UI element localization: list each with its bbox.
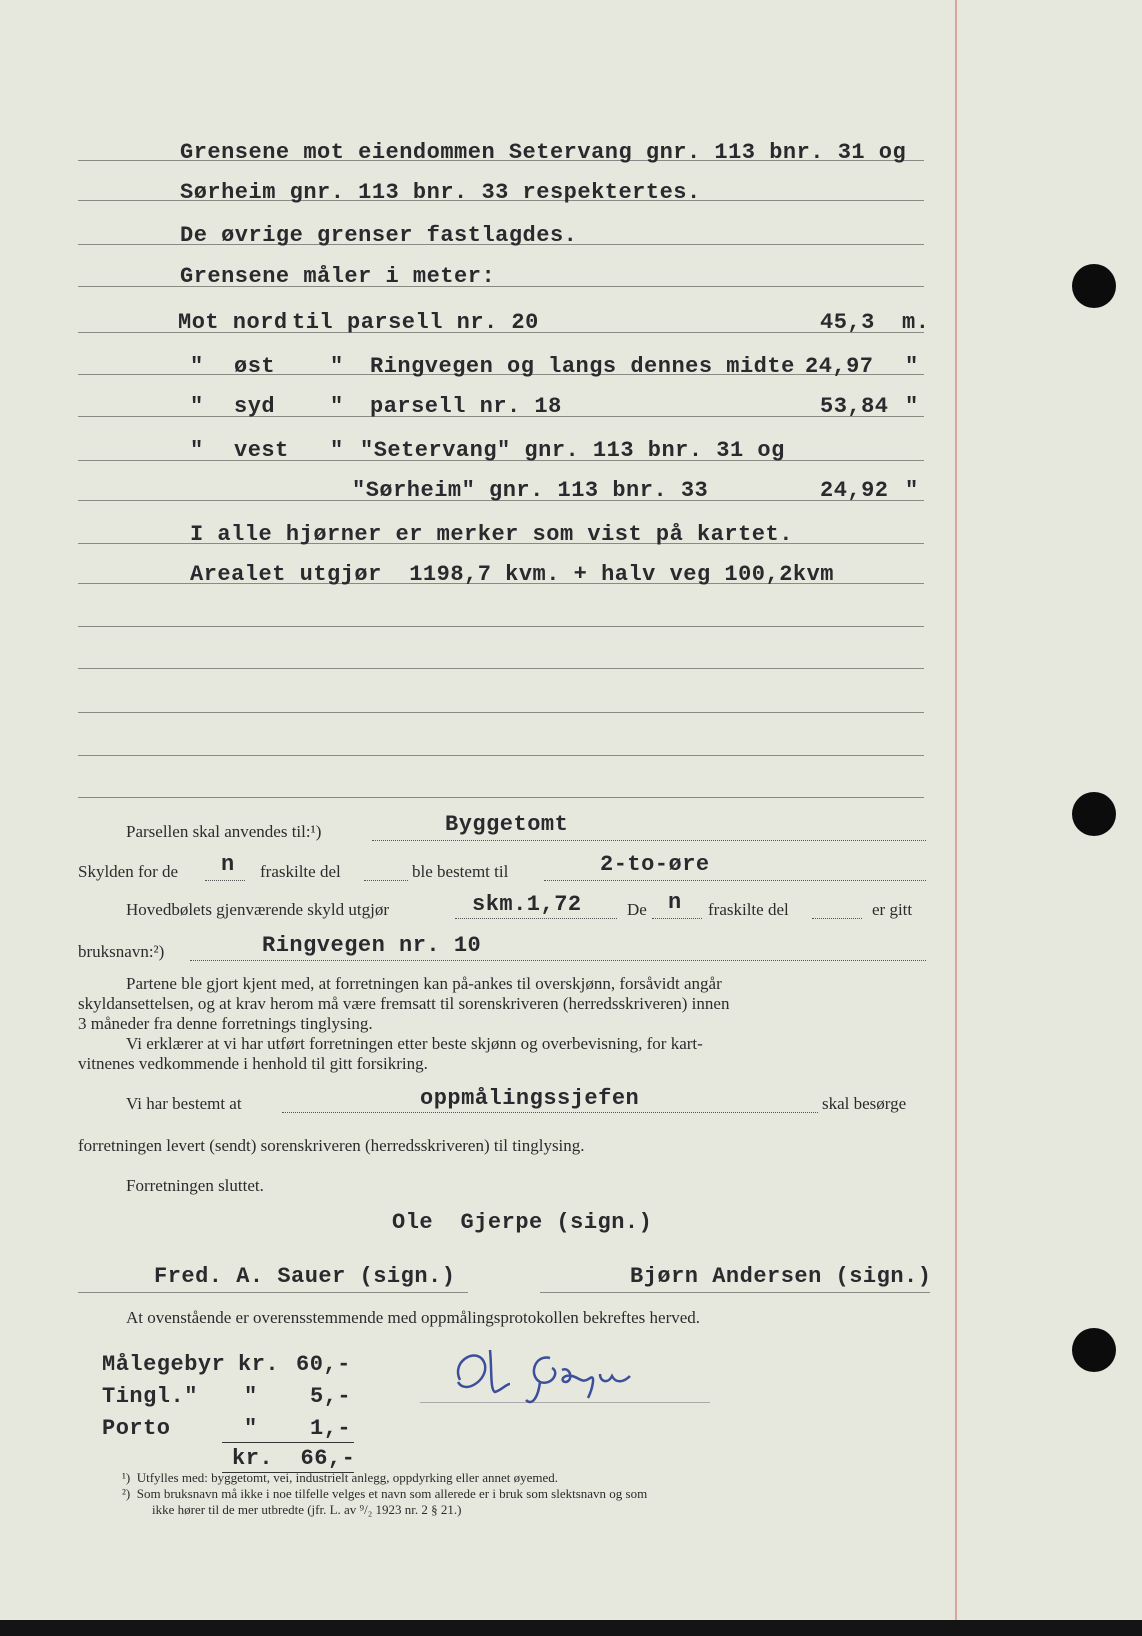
sum-line <box>222 1442 354 1443</box>
tax-label: Skylden for de <box>78 862 179 881</box>
measure-value: 24,92 <box>820 478 889 503</box>
dotted-line <box>455 918 617 919</box>
measure-unit: " <box>905 354 919 379</box>
typed-line: Sørheim gnr. 113 bnr. 33 respektertes. <box>180 180 701 205</box>
tax-n: n <box>221 852 235 877</box>
signature-line: Bjørn Andersen (sign.) <box>630 1264 932 1289</box>
corners-line: I alle hjørner er merker som vist på kartet. <box>190 522 793 547</box>
fee-label: Porto <box>102 1416 171 1441</box>
remaining-de: De <box>627 900 647 919</box>
measure-desc: "Setervang" gnr. 113 bnr. 31 og <box>360 438 785 463</box>
measure-value: 45,3 <box>820 310 875 335</box>
paragraph-line: 3 måneder fra denne forretnings tinglysing. <box>78 1014 373 1033</box>
dotted-line <box>544 880 926 881</box>
typed-line: Grensene måler i meter: <box>180 264 496 289</box>
measure-mark: " <box>330 438 344 463</box>
measure-mark: til <box>292 310 334 335</box>
dotted-line <box>812 918 862 919</box>
punch-hole <box>1072 1328 1116 1372</box>
measure-unit: m. <box>902 310 930 335</box>
dotted-line <box>652 918 702 919</box>
fee-label: Tingl." <box>102 1384 198 1409</box>
dotted-line <box>364 880 408 881</box>
measure-prefix: " <box>190 438 204 463</box>
dotted-line <box>282 1112 818 1113</box>
name-value: Ringvegen nr. 10 <box>262 933 482 958</box>
delivery-line: forretningen levert (sendt) sorenskriveren (herredsskriveren) til tinglysing. <box>78 1136 585 1155</box>
usage-value: Byggetomt <box>445 812 569 837</box>
signature-line: Ole Gjerpe (sign.) <box>392 1210 653 1235</box>
ruled-line <box>78 755 924 756</box>
paragraph-line: skyldansettelsen, og at krav herom må være fremsatt til sorenskriveren (herredsskriveren) innen <box>78 994 730 1013</box>
handwritten-signature <box>440 1340 660 1410</box>
fee-currency: kr. <box>238 1352 280 1377</box>
closed-text: Forretningen sluttet. <box>126 1176 264 1195</box>
measure-unit: " <box>905 394 919 419</box>
ruled-line <box>78 626 924 627</box>
delivery-label: Vi har bestemt at <box>126 1094 242 1113</box>
typed-line: Grensene mot eiendommen Setervang gnr. 113 bnr. 31 og <box>180 140 907 165</box>
dotted-line <box>205 880 245 881</box>
tax-label: ble bestemt til <box>412 862 509 881</box>
measure-prefix: " <box>190 394 204 419</box>
remaining-value: skm.1,72 <box>472 892 582 917</box>
fee-amount: 1,- <box>310 1416 352 1441</box>
measure-dir: syd <box>234 394 276 419</box>
measure-desc: "Sørheim" gnr. 113 bnr. 33 <box>352 478 709 503</box>
dotted-line <box>190 960 926 961</box>
measure-desc: parsell nr. 18 <box>370 394 562 419</box>
tax-value: 2-to-øre <box>600 852 710 877</box>
measure-desc: Ringvegen og langs dennes midte <box>370 354 795 379</box>
paragraph-line: vitnenes vedkommende i henhold til gitt forsikring. <box>78 1054 428 1073</box>
confirm-line: At ovenstående er overensstemmende med oppmålingsprotokollen bekreftes herved. <box>126 1308 701 1327</box>
remaining-er-gitt: er gitt <box>872 900 913 919</box>
footnote: ²) Som bruksnavn må ikke i noe tilfelle velges et navn som allerede er i bruk som slektsnavn og som <box>122 1486 648 1501</box>
footnote: ¹) Utfylles med: byggetomt, vei, industrielt anlegg, oppdyrking eller annet øyemed. <box>122 1470 559 1485</box>
measure-mark: " <box>330 354 344 379</box>
area-line: Arealet utgjør 1198,7 kvm. + halv veg 100,2kvm <box>190 562 835 587</box>
fee-amount: 60,- <box>296 1352 351 1377</box>
ruled-line <box>78 712 924 713</box>
measure-dir: vest <box>234 438 289 463</box>
measure-desc: parsell nr. 20 <box>347 310 539 335</box>
fee-amount: 5,- <box>310 1384 352 1409</box>
remaining-fraskilte: fraskilte del <box>708 900 789 919</box>
footnote: ikke hører til de mer utbredte (jfr. L. av ⁹/₂ 1923 nr. 2 § 21.) <box>152 1502 462 1517</box>
fee-currency: " <box>244 1384 258 1409</box>
paragraph-line: Partene ble gjort kjent med, at forretningen kan på-ankes til overskjønn, forsåvidt angår <box>126 974 722 993</box>
signature-line: Fred. A. Sauer (sign.) <box>154 1264 456 1289</box>
measure-unit: " <box>905 478 919 503</box>
paragraph-line: Vi erklærer at vi har utført forretningen etter beste skjønn og overbevisning, for kart- <box>126 1034 703 1053</box>
ruled-line <box>78 1292 468 1293</box>
usage-label: Parsellen skal anvendes til:¹) <box>126 822 322 841</box>
dotted-line <box>372 840 926 841</box>
remaining-n: n <box>668 890 682 915</box>
punch-hole <box>1072 264 1116 308</box>
delivery-value: oppmålingssjefen <box>420 1086 640 1111</box>
remaining-label: Hovedbølets gjenværende skyld utgjør <box>126 900 389 919</box>
fee-currency: " <box>244 1416 258 1441</box>
ruled-line <box>78 668 924 669</box>
measure-value: 53,84 <box>820 394 889 419</box>
typed-line: De øvrige grenser fastlagdes. <box>180 223 578 248</box>
measure-dir: øst <box>234 354 276 379</box>
delivery-end: skal besørge <box>822 1094 907 1113</box>
name-label: bruksnavn:²) <box>78 942 165 961</box>
measure-mark: " <box>330 394 344 419</box>
fee-total: kr. 66,- <box>232 1446 356 1471</box>
measure-value: 24,97 <box>805 354 874 379</box>
tax-label: fraskilte del <box>260 862 341 881</box>
punch-hole <box>1072 792 1116 836</box>
ruled-line <box>78 797 924 798</box>
ruled-line <box>540 1292 930 1293</box>
measure-prefix: Mot nord <box>178 310 288 335</box>
fee-label: Målegebyr <box>102 1352 226 1377</box>
measure-prefix: " <box>190 354 204 379</box>
margin-line <box>955 0 957 1620</box>
